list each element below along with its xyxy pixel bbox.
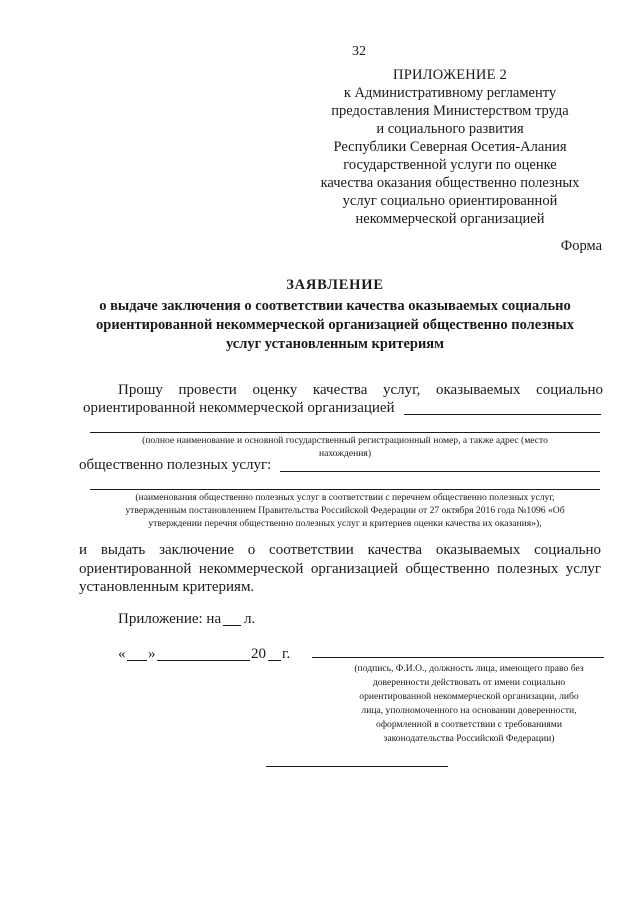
date-year-field[interactable] xyxy=(268,660,281,661)
date-close-quote: » xyxy=(148,646,156,662)
heading-title: ЗАЯВЛЕНИЕ xyxy=(286,277,384,293)
date-year-suffix: г. xyxy=(282,646,291,662)
date-month-field[interactable] xyxy=(157,660,250,661)
date-day-field[interactable] xyxy=(127,660,147,661)
signature-hint xyxy=(332,662,606,746)
heading-line: услуг установленным критериям xyxy=(225,336,445,352)
services-hint-line: утверждении перечня общественно полезных услуг и критериев оценки качества их оказания»), xyxy=(148,518,542,529)
heading-line: о выдаче заключения о соответствии качества оказываемых социально xyxy=(99,298,571,314)
org-name-field[interactable] xyxy=(404,414,601,415)
services-label: общественно полезных услуг: xyxy=(79,457,272,473)
appendix-block xyxy=(300,66,600,228)
date-year-prefix: 20 xyxy=(251,646,266,662)
document-heading xyxy=(70,276,600,354)
appendix-line: Республики Северная Осетия-Алания xyxy=(333,139,567,155)
conclusion-line-1: и выдать заключение о соответствии качества оказываемых социально xyxy=(79,542,601,558)
signature-hint-line: оформленной в соответствии с требованиями xyxy=(376,719,562,730)
appendix-line: государственной услуги по оценке xyxy=(343,157,557,173)
attachment-label: Приложение: на xyxy=(118,611,222,627)
signature-field[interactable] xyxy=(312,657,604,658)
heading-line: ориентированной некоммерческой организацией общественно полезных xyxy=(96,317,574,333)
signature-hint-line: лица, уполномоченного на основании доверенности, xyxy=(361,705,577,716)
appendix-line: к Административному регламенту xyxy=(343,85,557,101)
signature-hint-line: (подпись, Ф.И.О., должность лица, имеющего право без xyxy=(354,663,584,674)
services-hint xyxy=(90,491,600,530)
appendix-line: предоставления Министерством труда xyxy=(331,103,569,119)
services-extra-field[interactable] xyxy=(90,489,600,490)
signature-hint-line: законодательства Российской Федерации) xyxy=(383,733,555,744)
org-hint-line: (полное наименование и основной государственный регистрационный номер, а также адрес (место xyxy=(142,435,548,446)
form-label: Форма xyxy=(560,238,602,254)
services-field[interactable] xyxy=(280,471,600,472)
conclusion-line-3: установленным критериям. xyxy=(79,579,255,595)
bottom-separator xyxy=(266,766,448,767)
attachment-unit: л. xyxy=(244,611,256,627)
date-open-quote: « xyxy=(118,646,126,662)
appendix-line: и социального развития xyxy=(376,121,524,137)
services-hint-line: утвержденным постановлением Правительства Российской Федерации от 27 октября 2016 года №1096 «Об xyxy=(125,505,565,516)
request-line-2: ориентированной некоммерческой организацией xyxy=(83,400,395,416)
appendix-line: некоммерческой организацией xyxy=(355,211,545,227)
org-hint-line: нахождения) xyxy=(318,448,372,459)
appendix-line: качества оказания общественно полезных xyxy=(320,175,580,191)
attachment-pages-field[interactable] xyxy=(223,625,241,626)
services-hint-line: (наименования общественно полезных услуг в соответствии с перечнем общественно полезных услуг, xyxy=(135,492,555,503)
org-details-field[interactable] xyxy=(90,432,600,433)
signature-hint-line: доверенности действовать от имени социально xyxy=(372,677,566,688)
appendix-title: ПРИЛОЖЕНИЕ 2 xyxy=(393,67,507,83)
appendix-line: услуг социально ориентированной xyxy=(342,193,558,209)
signature-hint-line: ориентированной некоммерческой организации, либо xyxy=(359,691,579,702)
page-number: 32 xyxy=(352,44,366,59)
request-line-1: Прошу провести оценку качества услуг, оказываемых социально xyxy=(118,382,603,398)
conclusion-line-2: ориентированной некоммерческой организацией общественно полезных услуг xyxy=(79,561,601,577)
